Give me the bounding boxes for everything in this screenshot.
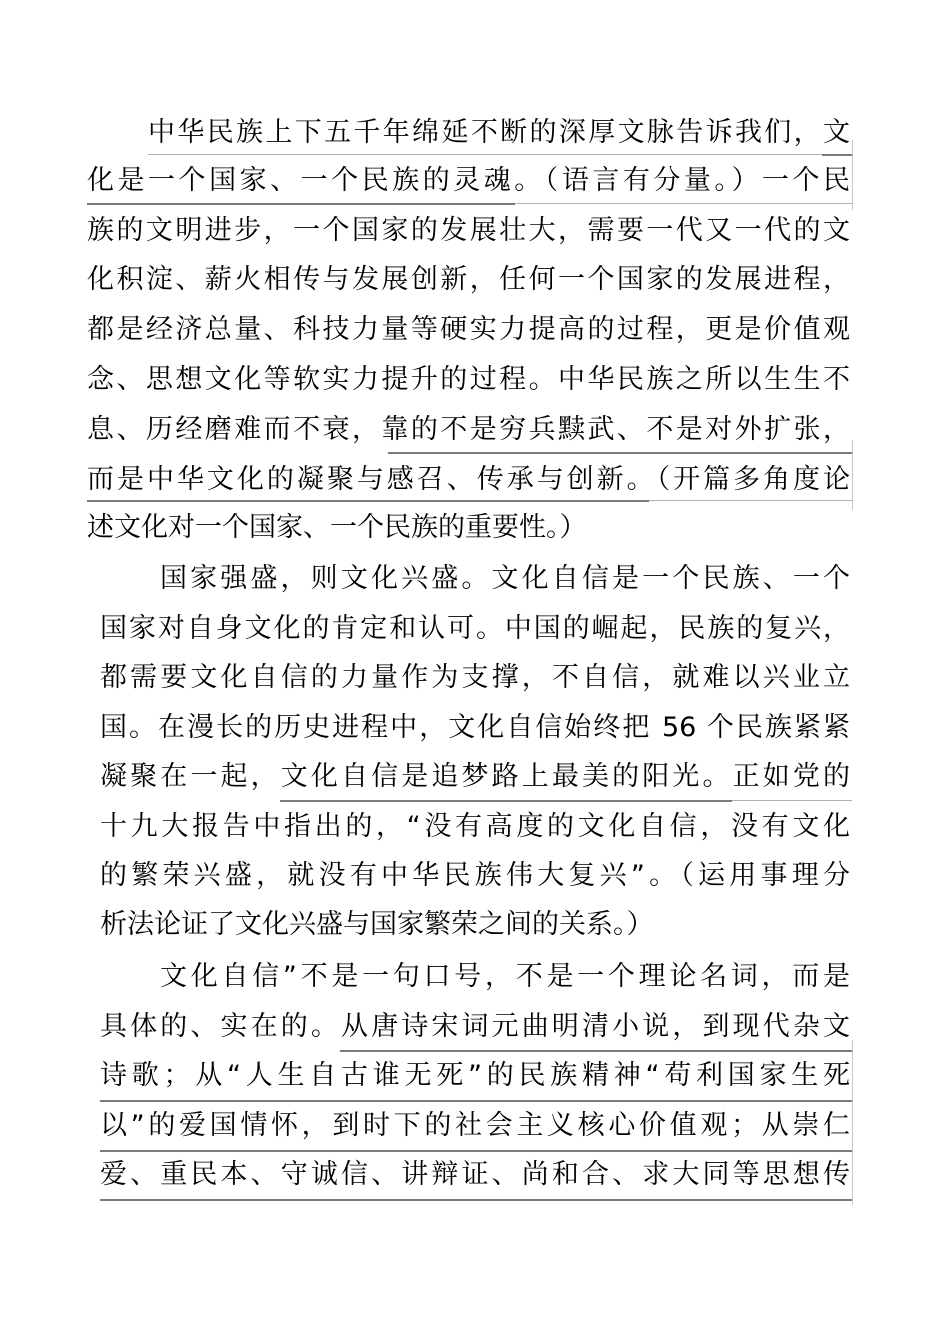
underline-mark	[148, 154, 852, 155]
text-line: 而是中华文化的凝聚与感召、传承与创新。（开篇多角度论	[87, 464, 850, 495]
text-line: 国。在漫长的历史进程中，文化自信始终把 56 个民族紧紧	[100, 712, 850, 743]
underline-mark	[87, 500, 649, 502]
text-line: 具体的、实在的。从唐诗宋词元曲明清小说，到现代杂文	[100, 1011, 850, 1042]
text-line: 化积淀、薪火相传与发展创新，任何一个国家的发展进程，	[87, 264, 850, 295]
text-line: 都是经济总量、科技力量等硬实力提高的过程，更是价值观	[87, 314, 850, 345]
underline-mark	[280, 800, 732, 802]
underline-mark	[732, 800, 852, 801]
text-line: 中华民族上下五千年绵延不断的深厚文脉告诉我们，文	[148, 117, 850, 148]
text-line: 都需要文化自信的力量作为支撑，不自信，就难以兴业立	[100, 662, 850, 693]
text-line: 的繁荣兴盛，就没有中华民族伟大复兴”。（运用事理分	[100, 860, 850, 891]
underline-mark	[649, 500, 852, 501]
underline-mark	[822, 154, 852, 156]
text-line: 族的文明进步，一个国家的发展壮大，需要一代又一代的文	[87, 215, 850, 246]
text-line: 以”的爱国情怀，到时下的社会主义核心价值观；从崇仁	[100, 1110, 850, 1141]
underline-mark	[515, 203, 852, 204]
text-line: 念、思想文化等软实力提升的过程。中华民族之所以生生不	[87, 364, 850, 395]
margin-tick	[852, 1040, 853, 1205]
underline-mark	[388, 452, 852, 454]
underline-mark	[100, 1199, 852, 1201]
text-line: 爱、重民本、守诚信、讲辩证、尚和合、求大同等思想传	[100, 1159, 850, 1190]
underline-mark	[100, 1150, 852, 1152]
text-line: 国家强盛，则文化兴盛。文化自信是一个民族、一个	[160, 563, 850, 594]
margin-tick	[852, 140, 853, 210]
text-line: 析法论证了文化兴盛与国家繁荣之间的关系。）	[100, 909, 654, 940]
text-line: 述文化对一个国家、一个民族的重要性。）	[87, 512, 587, 543]
underline-mark	[340, 1050, 852, 1052]
underline-mark	[100, 1100, 852, 1102]
text-line: 文化自信”不是一句口号，不是一个理论名词，而是	[160, 961, 850, 992]
underline-mark	[87, 203, 515, 205]
text-line: 诗歌；从“人生自古谁无死”的民族精神“苟利国家生死	[100, 1060, 850, 1091]
text-line: 化是一个国家、一个民族的灵魂。（语言有分量。）一个民	[87, 165, 850, 196]
margin-tick	[852, 440, 853, 510]
text-line: 国家对自身文化的肯定和认可。中国的崛起，民族的复兴，	[100, 613, 850, 644]
text-line: 十九大报告中指出的，“没有高度的文化自信，没有文化	[100, 811, 850, 842]
text-line: 凝聚在一起，文化自信是追梦路上最美的阳光。正如党的	[100, 761, 850, 792]
text-line: 息、历经磨难而不衰，靠的不是穷兵黩武、不是对外扩张，	[87, 414, 850, 445]
